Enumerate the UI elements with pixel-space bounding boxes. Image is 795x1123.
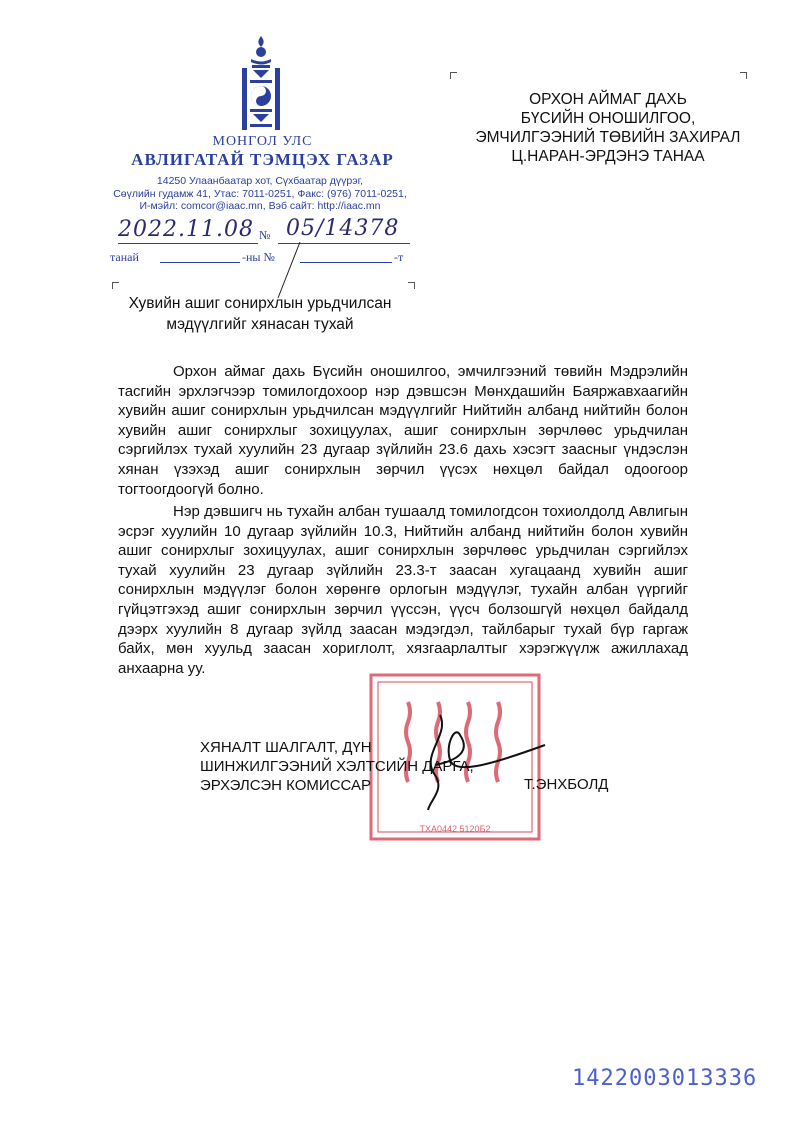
document-serial-number: 1422003013336: [572, 1066, 758, 1091]
subject-line: мэдүүлгийг хянасан тухай: [166, 316, 354, 333]
agency-contact-info: [95, 175, 425, 213]
addressee-line: ЭМЧИЛГЭЭНИЙ ТӨВИЙН ЗАХИРАЛ: [475, 129, 741, 146]
reply-date-underline: [160, 262, 240, 263]
signer-title-line: ЭРХЭЛСЭН КОМИССАР: [200, 777, 372, 794]
letter-number: 05/14378: [286, 216, 400, 241]
corner-mark: [740, 72, 747, 79]
date-underline: [118, 243, 258, 244]
reply-number-underline: [300, 262, 392, 263]
reply-label-t: -т: [394, 250, 404, 264]
hand-stroke: [270, 240, 310, 300]
corner-mark: [112, 282, 119, 289]
reply-label-tanai: танай: [110, 250, 139, 264]
letter-date: 2022.11.08: [118, 217, 254, 242]
body-paragraph-1: Орхон аймаг дахь Бүсийн оношилгоо, эмчилгээний төвийн Мэдрэлийн тасгийн эрхлэгчээр томилогдохоор нэр дэвшсэн Мөнхдашийн Баяржавхаагийн хувийн ашиг сонирхлын урьдчилсан мэдүүлгийг Нийтийн албанд нийтийн болон хувийн ашиг сонирхлыг зохицуулах, ашиг сонирхлын зөрчлөөс урьдчилан сэргийлэх тухай хуулийн 23 дугаар зүйлийн 23.6 дахь хэсэгт заасныг үндэслэн хянан үзэхэд ашиг сонирхлын зөрчил үүсэх нөхцөл байдал одоогоор тогтоогдоогүй болно.: [118, 363, 688, 498]
addressee-line: Ц.НАРАН-ЭРДЭНЭ ТАНАА: [511, 148, 705, 165]
corner-mark: [450, 72, 457, 79]
signer-title-line: ШИНЖИЛГЭЭНИЙ ХЭЛТСИЙН ДАРГА,: [200, 758, 474, 775]
signer-name: Т.ЭНХБОЛД: [524, 776, 609, 793]
subject-line: Хувийн ашиг сонирхлын урьдчилсан: [128, 295, 392, 312]
addressee-line: ОРХОН АЙМАГ ДАХЬ: [529, 91, 687, 108]
addressee-line: БҮСИЙН ОНОШИЛГОО,: [520, 110, 696, 127]
email-web-line: И-мэйл: comcor@iaac.mn, Вэб сайт: http://iaac.mn: [139, 200, 381, 212]
country-name: МОНГОЛ УЛС: [212, 134, 313, 149]
reply-label-number: -ны №: [242, 250, 275, 264]
corner-mark: [408, 282, 415, 289]
stamp-code: ТХА0442 5120Б2: [419, 824, 491, 834]
addressee-block: [458, 90, 758, 166]
signer-title: [200, 738, 520, 795]
agency-name: АВЛИГАТАЙ ТЭМЦЭХ ГАЗАР: [131, 150, 394, 169]
number-label: №: [259, 228, 271, 242]
phone-line: Сөүлийн гудамж 41, Утас: 7011-0251, Факс: (976) 7011-0251,: [113, 187, 407, 200]
letter-subject: [110, 293, 410, 335]
address-line: 14250 Улаанбаатар хот, Сүхбаатар дүүрэг,: [156, 175, 364, 187]
body-paragraph-2: Нэр дэвшигч нь тухайн албан тушаалд томилогдсон тохиолдолд Авлигын эсрэг хуулийн 10 дугаар зүйлийн 10.3, Нийтийн албанд нийтийн болон хувийн ашиг сонирхлыг зохицуулах, ашиг сонирхлын зөрчлөөс урьдчилан сэргийлэх тухай хуулийн 23 дугаар зүйлийн 23.3-т заасан хугацаанд хувийн ашиг сонирхлын мэдүүлэг болон хөрөнгө орлогын мэдүүлэг, тухайн албан үүргийг гүйцэтгэхэд ашиг сонирхлын зөрчил үүссэн, үүсч болзошгүй нөхцөл байдалд дээрх хуулийн 8 дугаар зүйлд заасан мэдэгдэл, тайлбарыг тухай бүр гаргаж байх, мөн хуульд заасан хориглолт, хязгаарлалтыг хэрэгжүүлж ажиллахад анхаарна уу.: [118, 503, 688, 677]
signer-title-line: ХЯНАЛТ ШАЛГАЛТ, ДҮН: [200, 739, 372, 756]
soyombo-emblem: [236, 34, 286, 134]
